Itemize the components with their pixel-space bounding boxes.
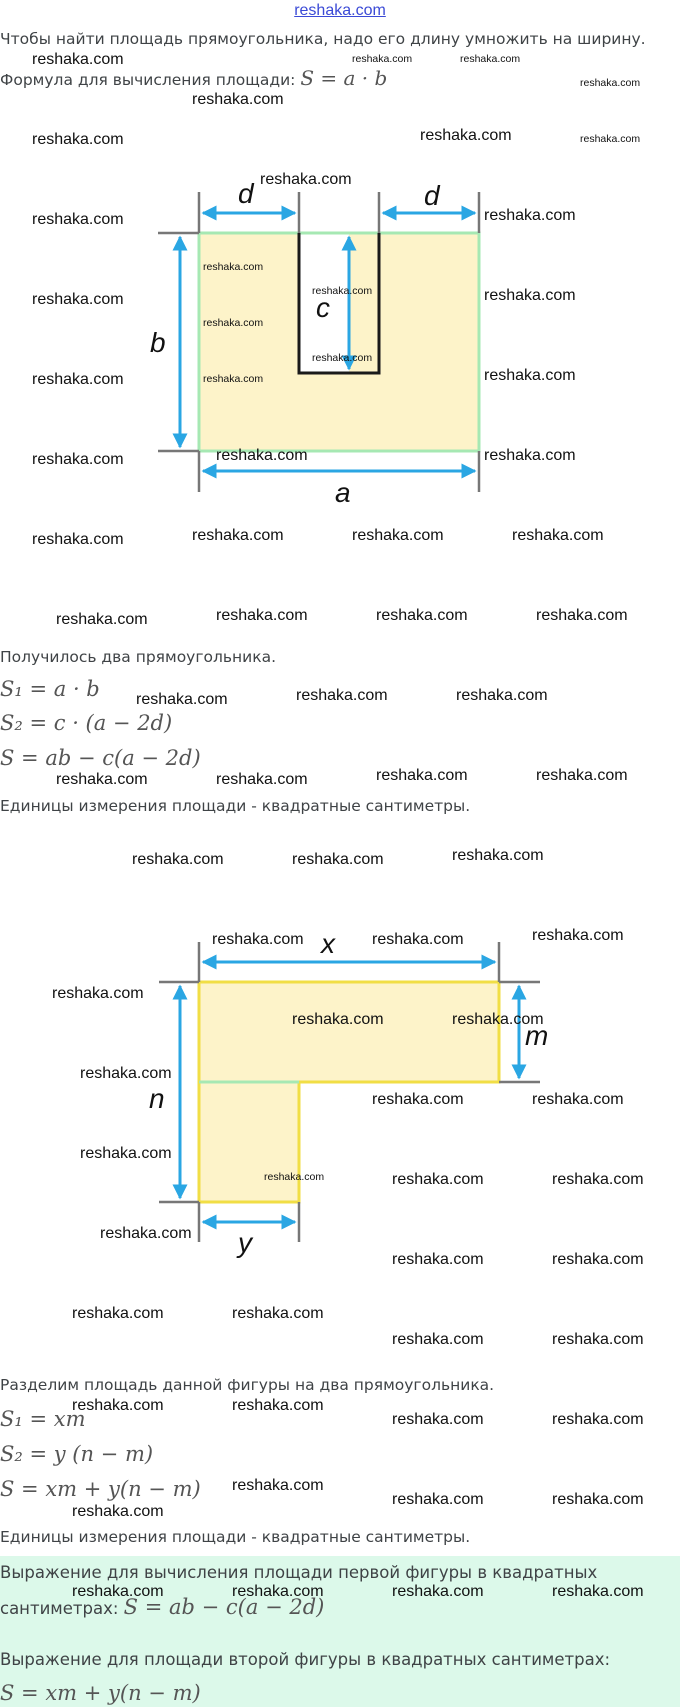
section-2-formula-2: S₂ = y (n − m) bbox=[0, 1442, 154, 1466]
watermark: reshaka.com bbox=[552, 1171, 644, 1188]
watermark: reshaka.com bbox=[212, 931, 304, 948]
section-2-formula-3: S = xm + y(n − m) bbox=[0, 1477, 201, 1501]
watermark: reshaka.com bbox=[352, 53, 413, 65]
watermark: reshaka.com bbox=[376, 607, 468, 624]
watermark: reshaka.com bbox=[312, 285, 373, 297]
watermark: reshaka.com bbox=[32, 131, 124, 148]
watermark: reshaka.com bbox=[536, 607, 628, 624]
answer-box bbox=[0, 1556, 680, 1707]
watermark: reshaka.com bbox=[420, 127, 512, 144]
watermark: reshaka.com bbox=[532, 927, 624, 944]
watermark: reshaka.com bbox=[72, 1503, 164, 1520]
watermark: reshaka.com bbox=[552, 1583, 644, 1600]
watermark: reshaka.com bbox=[80, 1145, 172, 1162]
watermark: reshaka.com bbox=[552, 1331, 644, 1348]
watermark: reshaka.com bbox=[192, 91, 284, 108]
watermark: reshaka.com bbox=[203, 261, 264, 273]
watermark: reshaka.com bbox=[484, 287, 576, 304]
site-link[interactable]: reshaka.com bbox=[294, 2, 386, 19]
watermark: reshaka.com bbox=[536, 767, 628, 784]
intro-line-1: Чтобы найти площадь прямоугольника, надо его длину умножить на ширину. bbox=[0, 30, 646, 48]
watermark: reshaka.com bbox=[100, 1225, 192, 1242]
section-2-units: Единицы измерения площади - квадратные сантиметры. bbox=[0, 1528, 471, 1546]
watermark: reshaka.com bbox=[292, 1011, 384, 1028]
section-1-units: Единицы измерения площади - квадратные сантиметры. bbox=[0, 797, 471, 815]
label-y: y bbox=[238, 1227, 252, 1258]
watermark: reshaka.com bbox=[460, 53, 521, 65]
watermark: reshaka.com bbox=[452, 1011, 544, 1028]
watermark: reshaka.com bbox=[392, 1583, 484, 1600]
watermark: reshaka.com bbox=[56, 771, 148, 788]
watermark: reshaka.com bbox=[216, 447, 308, 464]
answer-line-3: Выражение для площади второй фигуры в квадратных сантиметрах: bbox=[0, 1650, 611, 1669]
answer-line-2-text: сантиметрах: bbox=[0, 1599, 124, 1618]
label-c: c bbox=[316, 292, 330, 323]
watermark: reshaka.com bbox=[552, 1411, 644, 1428]
watermark: reshaka.com bbox=[80, 1065, 172, 1082]
watermark: reshaka.com bbox=[132, 851, 224, 868]
watermark: reshaka.com bbox=[372, 1091, 464, 1108]
watermark: reshaka.com bbox=[532, 1091, 624, 1108]
watermark: reshaka.com bbox=[452, 847, 544, 864]
section-2-text: Разделим площадь данной фигуры на два прямоугольника. bbox=[0, 1376, 495, 1394]
watermark: reshaka.com bbox=[136, 691, 228, 708]
watermark: reshaka.com bbox=[484, 207, 576, 224]
watermark: reshaka.com bbox=[392, 1331, 484, 1348]
watermark: reshaka.com bbox=[484, 367, 576, 384]
watermark: reshaka.com bbox=[392, 1411, 484, 1428]
watermark: reshaka.com bbox=[264, 1171, 325, 1183]
label-x: x bbox=[321, 928, 335, 959]
label-b: b bbox=[150, 327, 166, 358]
section-2-formula-1: S₁ = xm bbox=[0, 1407, 86, 1431]
watermark: reshaka.com bbox=[203, 373, 264, 385]
watermark: reshaka.com bbox=[552, 1491, 644, 1508]
answer-line-1: Выражение для вычисления площади первой фигуры в квадратных bbox=[0, 1563, 598, 1582]
watermark: reshaka.com bbox=[216, 607, 308, 624]
intro-line-2-text: Формула для вычисления площади: bbox=[0, 71, 301, 89]
watermark: reshaka.com bbox=[232, 1477, 324, 1494]
label-d-right: d bbox=[424, 180, 440, 211]
watermark: reshaka.com bbox=[312, 352, 373, 364]
watermark: reshaka.com bbox=[216, 771, 308, 788]
watermark: reshaka.com bbox=[52, 985, 144, 1002]
label-n: n bbox=[149, 1083, 165, 1114]
watermark: reshaka.com bbox=[72, 1305, 164, 1322]
watermark: reshaka.com bbox=[32, 371, 124, 388]
watermark: reshaka.com bbox=[512, 527, 604, 544]
watermark: reshaka.com bbox=[580, 133, 641, 145]
label-m: m bbox=[525, 1020, 549, 1051]
watermark: reshaka.com bbox=[232, 1305, 324, 1322]
watermark: reshaka.com bbox=[192, 527, 284, 544]
answer-formula-1: S = ab − c(a − 2d) bbox=[123, 1595, 325, 1619]
watermark: reshaka.com bbox=[292, 851, 384, 868]
figure-1-diagram bbox=[0, 0, 680, 520]
watermark: reshaka.com bbox=[203, 317, 264, 329]
watermark: reshaka.com bbox=[232, 1583, 324, 1600]
watermark: reshaka.com bbox=[56, 611, 148, 628]
watermark: reshaka.com bbox=[484, 447, 576, 464]
watermark: reshaka.com bbox=[32, 51, 124, 68]
watermark: reshaka.com bbox=[552, 1251, 644, 1268]
section-1-formula-2: S₂ = c · (a − 2d) bbox=[0, 711, 173, 735]
answer-formula-2: S = xm + y(n − m) bbox=[0, 1681, 201, 1705]
watermark: reshaka.com bbox=[392, 1171, 484, 1188]
watermark: reshaka.com bbox=[376, 767, 468, 784]
section-1-text: Получилось два прямоугольника. bbox=[0, 648, 277, 666]
watermark: reshaka.com bbox=[32, 211, 124, 228]
watermark: reshaka.com bbox=[296, 687, 388, 704]
watermark: reshaka.com bbox=[352, 527, 444, 544]
section-1-formula-1: S₁ = a · b bbox=[0, 677, 100, 701]
watermark: reshaka.com bbox=[232, 1397, 324, 1414]
watermark: reshaka.com bbox=[260, 171, 352, 188]
watermark: reshaka.com bbox=[392, 1251, 484, 1268]
intro-area-formula: S = a · b bbox=[300, 66, 388, 90]
label-a: a bbox=[335, 477, 351, 508]
watermark: reshaka.com bbox=[32, 291, 124, 308]
watermark: reshaka.com bbox=[456, 687, 548, 704]
watermark: reshaka.com bbox=[32, 451, 124, 468]
watermark: reshaka.com bbox=[372, 931, 464, 948]
section-1-formula-3: S = ab − c(a − 2d) bbox=[0, 746, 201, 770]
watermark: reshaka.com bbox=[580, 77, 641, 89]
watermark: reshaka.com bbox=[72, 1583, 164, 1600]
watermark: reshaka.com bbox=[392, 1491, 484, 1508]
watermark: reshaka.com bbox=[32, 531, 124, 548]
label-d-left: d bbox=[238, 178, 254, 209]
watermark: reshaka.com bbox=[72, 1397, 164, 1414]
